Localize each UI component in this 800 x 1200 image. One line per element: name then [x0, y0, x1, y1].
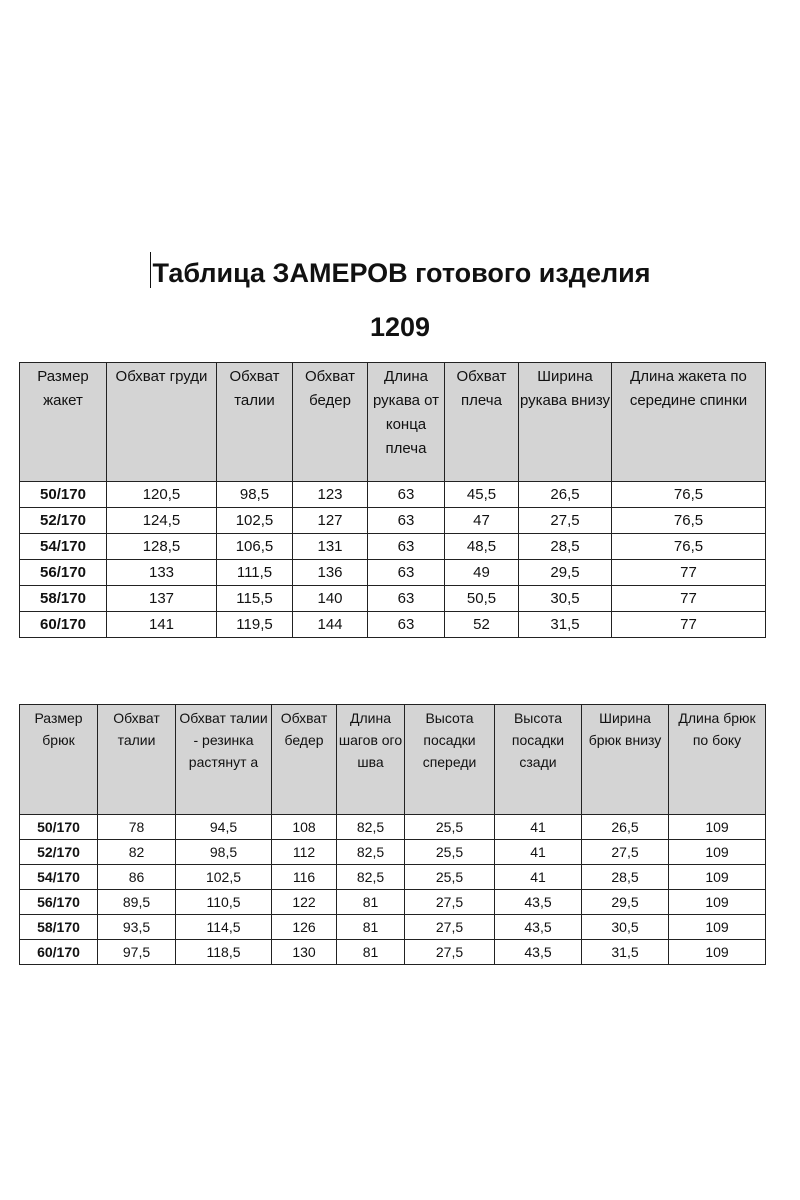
value-cell: 31,5: [582, 940, 669, 965]
value-cell: 98,5: [217, 482, 293, 508]
size-cell: 56/170: [20, 560, 107, 586]
value-cell: 63: [368, 560, 445, 586]
value-cell: 109: [669, 815, 766, 840]
value-cell: 97,5: [98, 940, 176, 965]
model-number: 1209: [369, 312, 431, 342]
value-cell: 28,5: [519, 534, 612, 560]
jacket-header-cell: Обхват груди: [107, 363, 217, 482]
jacket-header-cell: Обхват бедер: [293, 363, 368, 482]
size-cell: 52/170: [20, 840, 98, 865]
table-row: [20, 865, 766, 890]
value-cell: 82,5: [337, 840, 405, 865]
size-cell: 54/170: [20, 865, 98, 890]
value-cell: 140: [293, 586, 368, 612]
value-cell: 106,5: [217, 534, 293, 560]
table-row: [20, 560, 766, 586]
value-cell: 86: [98, 865, 176, 890]
value-cell: 27,5: [582, 840, 669, 865]
value-cell: 109: [669, 915, 766, 940]
value-cell: 63: [368, 508, 445, 534]
value-cell: 120,5: [107, 482, 217, 508]
value-cell: 122: [272, 890, 337, 915]
value-cell: 76,5: [612, 482, 766, 508]
value-cell: 76,5: [612, 534, 766, 560]
value-cell: 77: [612, 560, 766, 586]
jacket-header-cell: Ширина рукава внизу: [519, 363, 612, 482]
value-cell: 126: [272, 915, 337, 940]
value-cell: 26,5: [582, 815, 669, 840]
value-cell: 130: [272, 940, 337, 965]
value-cell: 47: [445, 508, 519, 534]
value-cell: 49: [445, 560, 519, 586]
value-cell: 109: [669, 865, 766, 890]
value-cell: 93,5: [98, 915, 176, 940]
jacket-header-cell: Обхват плеча: [445, 363, 519, 482]
value-cell: 41: [495, 815, 582, 840]
value-cell: 109: [669, 890, 766, 915]
table-row: [20, 612, 766, 638]
value-cell: 82,5: [337, 815, 405, 840]
value-cell: 102,5: [176, 865, 272, 890]
table-row: [20, 482, 766, 508]
value-cell: 108: [272, 815, 337, 840]
jacket-header-cell: Обхват талии: [217, 363, 293, 482]
pants-header-cell: Размер брюк: [20, 705, 98, 815]
value-cell: 76,5: [612, 508, 766, 534]
value-cell: 81: [337, 915, 405, 940]
value-cell: 128,5: [107, 534, 217, 560]
table-row: [20, 940, 766, 965]
jacket-header-cell: Размер жакет: [20, 363, 107, 482]
value-cell: 127: [293, 508, 368, 534]
value-cell: 29,5: [582, 890, 669, 915]
table-row: [20, 586, 766, 612]
value-cell: 41: [495, 840, 582, 865]
pants-measurements-table: [19, 704, 766, 965]
pants-header-cell: Длина брюк по боку: [669, 705, 766, 815]
value-cell: 63: [368, 482, 445, 508]
size-cell: 50/170: [20, 815, 98, 840]
pants-header-cell: Обхват бедер: [272, 705, 337, 815]
pants-header-cell: Ширина брюк внизу: [582, 705, 669, 815]
value-cell: 29,5: [519, 560, 612, 586]
pants-header-cell: Обхват талии - резинка растянут а: [176, 705, 272, 815]
value-cell: 112: [272, 840, 337, 865]
value-cell: 131: [293, 534, 368, 560]
value-cell: 133: [107, 560, 217, 586]
value-cell: 124,5: [107, 508, 217, 534]
value-cell: 25,5: [405, 815, 495, 840]
table-row: [20, 915, 766, 940]
value-cell: 109: [669, 940, 766, 965]
value-cell: 41: [495, 865, 582, 890]
size-cell: 54/170: [20, 534, 107, 560]
value-cell: 119,5: [217, 612, 293, 638]
pants-header-row: [20, 705, 766, 815]
table-row: [20, 890, 766, 915]
value-cell: 50,5: [445, 586, 519, 612]
value-cell: 102,5: [217, 508, 293, 534]
value-cell: 111,5: [217, 560, 293, 586]
table-row: [20, 508, 766, 534]
table-row: [20, 815, 766, 840]
value-cell: 94,5: [176, 815, 272, 840]
size-cell: 60/170: [20, 940, 98, 965]
value-cell: 43,5: [495, 940, 582, 965]
value-cell: 30,5: [582, 915, 669, 940]
value-cell: 25,5: [405, 865, 495, 890]
value-cell: 114,5: [176, 915, 272, 940]
value-cell: 77: [612, 612, 766, 638]
value-cell: 81: [337, 940, 405, 965]
value-cell: 123: [293, 482, 368, 508]
value-cell: 43,5: [495, 915, 582, 940]
value-cell: 27,5: [405, 940, 495, 965]
value-cell: 82: [98, 840, 176, 865]
value-cell: 63: [368, 534, 445, 560]
value-cell: 27,5: [405, 890, 495, 915]
table-row: [20, 534, 766, 560]
value-cell: 27,5: [405, 915, 495, 940]
pants-header-cell: Высота посадки спереди: [405, 705, 495, 815]
value-cell: 98,5: [176, 840, 272, 865]
jacket-measurements-table: [19, 362, 766, 638]
value-cell: 77: [612, 586, 766, 612]
value-cell: 109: [669, 840, 766, 865]
value-cell: 48,5: [445, 534, 519, 560]
text-cursor: [150, 252, 151, 288]
pants-header-cell: Обхват талии: [98, 705, 176, 815]
value-cell: 26,5: [519, 482, 612, 508]
value-cell: 144: [293, 612, 368, 638]
value-cell: 25,5: [405, 840, 495, 865]
value-cell: 52: [445, 612, 519, 638]
value-cell: 118,5: [176, 940, 272, 965]
value-cell: 82,5: [337, 865, 405, 890]
value-cell: 30,5: [519, 586, 612, 612]
page-title-text: Таблица ЗАМЕРОВ готового изделия: [152, 258, 651, 288]
value-cell: 110,5: [176, 890, 272, 915]
value-cell: 31,5: [519, 612, 612, 638]
value-cell: 136: [293, 560, 368, 586]
table-row: [20, 840, 766, 865]
value-cell: 27,5: [519, 508, 612, 534]
value-cell: 63: [368, 612, 445, 638]
pants-header-cell: Длина шагов ого шва: [337, 705, 405, 815]
value-cell: 116: [272, 865, 337, 890]
size-cell: 60/170: [20, 612, 107, 638]
jacket-header-cell: Длина жакета по середине спинки: [612, 363, 766, 482]
size-cell: 58/170: [20, 586, 107, 612]
value-cell: 81: [337, 890, 405, 915]
jacket-header-cell: Длина рукава от конца плеча: [368, 363, 445, 482]
jacket-header-row: [20, 363, 766, 482]
value-cell: 43,5: [495, 890, 582, 915]
size-cell: 56/170: [20, 890, 98, 915]
page-title: [0, 252, 800, 289]
size-cell: 52/170: [20, 508, 107, 534]
value-cell: 137: [107, 586, 217, 612]
value-cell: 78: [98, 815, 176, 840]
value-cell: 141: [107, 612, 217, 638]
size-cell: 50/170: [20, 482, 107, 508]
value-cell: 89,5: [98, 890, 176, 915]
value-cell: 63: [368, 586, 445, 612]
value-cell: 45,5: [445, 482, 519, 508]
size-cell: 58/170: [20, 915, 98, 940]
pants-header-cell: Высота посадки сзади: [495, 705, 582, 815]
value-cell: 28,5: [582, 865, 669, 890]
value-cell: 115,5: [217, 586, 293, 612]
